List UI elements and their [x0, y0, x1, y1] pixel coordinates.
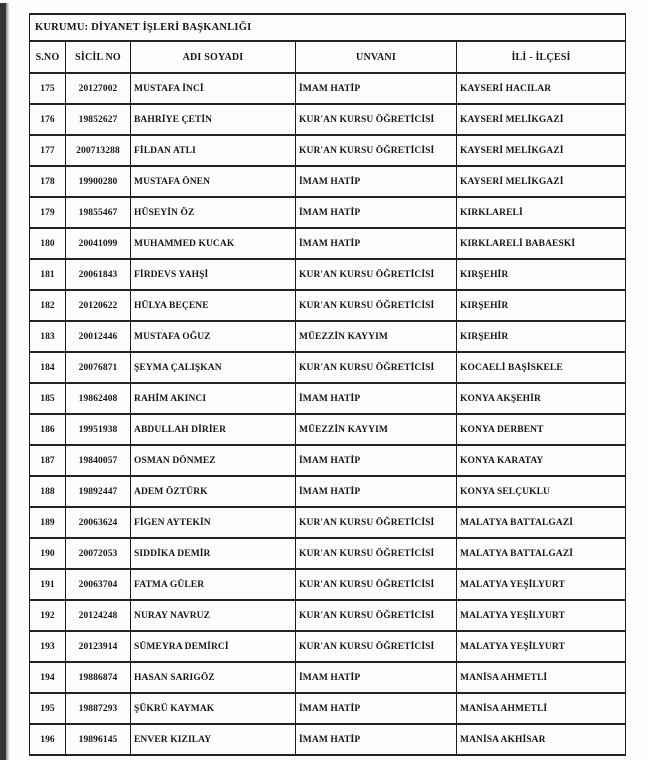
- table-row: [30, 724, 626, 755]
- cell-sno: 190: [30, 538, 66, 569]
- cell-adi-soyadi: FİLDAN ATLI: [131, 135, 296, 166]
- cell-sno: 175: [30, 73, 66, 104]
- cell-sicil-no: 19855467: [66, 197, 131, 228]
- table-row: [30, 662, 626, 693]
- table-row: [30, 569, 626, 600]
- table-row: [30, 259, 626, 290]
- table-header-row: [30, 41, 626, 73]
- table-title-row: [30, 14, 626, 41]
- cell-sicil-no: 19892447: [66, 476, 131, 507]
- scan-left-edge-fade: [6, 3, 9, 760]
- cell-adi-soyadi: HASAN SARIGÖZ: [131, 662, 296, 693]
- cell-ili-ilcesi: MALATYA YEŞİLYURT: [457, 631, 626, 662]
- cell-unvani: İMAM HATİP: [296, 662, 457, 693]
- table-row: [30, 631, 626, 662]
- cell-adi-soyadi: MUHAMMED KUCAK: [131, 228, 296, 259]
- cell-sno: 182: [30, 290, 66, 321]
- table-row: [30, 228, 626, 259]
- cell-sicil-no: 20012446: [66, 321, 131, 352]
- table-row: [30, 600, 626, 631]
- cell-unvani: İMAM HATİP: [296, 166, 457, 197]
- cell-ili-ilcesi: KIRŞEHİR: [457, 290, 626, 321]
- cell-adi-soyadi: ŞÜKRÜ KAYMAK: [131, 693, 296, 724]
- table-row: [30, 507, 626, 538]
- cell-sno: 192: [30, 600, 66, 631]
- cell-unvani: KUR'AN KURSU ÖĞRETİCİSİ: [296, 631, 457, 662]
- cell-sicil-no: 19852627: [66, 104, 131, 135]
- cell-sicil-no: 19951938: [66, 414, 131, 445]
- table-row: [30, 383, 626, 414]
- cell-adi-soyadi: SIDDİKA DEMİR: [131, 538, 296, 569]
- column-header-unvani: UNVANI: [296, 41, 457, 73]
- table-row: [30, 352, 626, 383]
- cell-unvani: İMAM HATİP: [296, 383, 457, 414]
- cell-ili-ilcesi: KAYSERİ MELİKGAZİ: [457, 135, 626, 166]
- cell-unvani: KUR'AN KURSU ÖĞRETİCİSİ: [296, 135, 457, 166]
- cell-ili-ilcesi: KIRŞEHİR: [457, 321, 626, 352]
- table-row: [30, 693, 626, 724]
- column-header-sno: S.NO: [30, 41, 66, 73]
- cell-sno: 177: [30, 135, 66, 166]
- cell-sno: 183: [30, 321, 66, 352]
- table-row: [30, 290, 626, 321]
- cell-sicil-no: 20120622: [66, 290, 131, 321]
- cell-ili-ilcesi: KAYSERİ MELİKGAZİ: [457, 104, 626, 135]
- cell-ili-ilcesi: MALATYA YEŞİLYURT: [457, 600, 626, 631]
- cell-sicil-no: 20123914: [66, 631, 131, 662]
- cell-unvani: KUR'AN KURSU ÖĞRETİCİSİ: [296, 104, 457, 135]
- table-row: [30, 197, 626, 228]
- cell-sicil-no: 20063704: [66, 569, 131, 600]
- table-row: [30, 321, 626, 352]
- cell-sno: 194: [30, 662, 66, 693]
- cell-unvani: KUR'AN KURSU ÖĞRETİCİSİ: [296, 600, 457, 631]
- cell-adi-soyadi: FİGEN AYTEKİN: [131, 507, 296, 538]
- table-row: [30, 476, 626, 507]
- cell-sicil-no: 19900280: [66, 166, 131, 197]
- cell-unvani: İMAM HATİP: [296, 724, 457, 755]
- cell-unvani: KUR'AN KURSU ÖĞRETİCİSİ: [296, 569, 457, 600]
- cell-adi-soyadi: FİRDEVS YAHŞİ: [131, 259, 296, 290]
- cell-unvani: MÜEZZİN KAYYIM: [296, 414, 457, 445]
- table-row: [30, 135, 626, 166]
- cell-sno: 180: [30, 228, 66, 259]
- cell-sno: 176: [30, 104, 66, 135]
- cell-unvani: MÜEZZİN KAYYIM: [296, 321, 457, 352]
- cell-sno: 188: [30, 476, 66, 507]
- cell-adi-soyadi: MUSTAFA ÖNEN: [131, 166, 296, 197]
- cell-sno: 195: [30, 693, 66, 724]
- cell-sicil-no: 20063624: [66, 507, 131, 538]
- cell-ili-ilcesi: KIRŞEHİR: [457, 259, 626, 290]
- cell-ili-ilcesi: KOCAELİ BAŞİSKELE: [457, 352, 626, 383]
- cell-unvani: KUR'AN KURSU ÖĞRETİCİSİ: [296, 352, 457, 383]
- cell-sno: 186: [30, 414, 66, 445]
- cell-sno: 191: [30, 569, 66, 600]
- cell-sno: 181: [30, 259, 66, 290]
- cell-sno: 196: [30, 724, 66, 755]
- cell-unvani: KUR'AN KURSU ÖĞRETİCİSİ: [296, 290, 457, 321]
- table-row: [30, 538, 626, 569]
- table-row: [30, 414, 626, 445]
- cell-adi-soyadi: MUSTAFA OĞUZ: [131, 321, 296, 352]
- cell-unvani: KUR'AN KURSU ÖĞRETİCİSİ: [296, 259, 457, 290]
- column-header-adi-soyadi: ADI SOYADI: [131, 41, 296, 73]
- table-row: [30, 73, 626, 104]
- cell-sicil-no: 20127002: [66, 73, 131, 104]
- cell-ili-ilcesi: MALATYA YEŞİLYURT: [457, 569, 626, 600]
- cell-adi-soyadi: RAHİM AKINCI: [131, 383, 296, 414]
- cell-ili-ilcesi: KAYSERİ MELİKGAZİ: [457, 166, 626, 197]
- cell-unvani: KUR'AN KURSU ÖĞRETİCİSİ: [296, 507, 457, 538]
- table-row: [30, 445, 626, 476]
- cell-sno: 193: [30, 631, 66, 662]
- cell-adi-soyadi: OSMAN DÖNMEZ: [131, 445, 296, 476]
- table-row: [30, 166, 626, 197]
- cell-sicil-no: 20061843: [66, 259, 131, 290]
- cell-ili-ilcesi: KIRKLARELİ BABAESKİ: [457, 228, 626, 259]
- cell-ili-ilcesi: MANİSA AHMETLİ: [457, 662, 626, 693]
- cell-sicil-no: 19896145: [66, 724, 131, 755]
- column-header-sicil-no: SİCİL NO: [66, 41, 131, 73]
- cell-adi-soyadi: ŞEYMA ÇALIŞKAN: [131, 352, 296, 383]
- cell-sno: 187: [30, 445, 66, 476]
- cell-ili-ilcesi: KIRKLARELİ: [457, 197, 626, 228]
- cell-sicil-no: 19840057: [66, 445, 131, 476]
- cell-sicil-no: 19862408: [66, 383, 131, 414]
- cell-ili-ilcesi: KONYA KARATAY: [457, 445, 626, 476]
- cell-adi-soyadi: SÜMEYRA DEMİRCİ: [131, 631, 296, 662]
- cell-sno: 184: [30, 352, 66, 383]
- cell-ili-ilcesi: KONYA SELÇUKLU: [457, 476, 626, 507]
- cell-ili-ilcesi: KONYA DERBENT: [457, 414, 626, 445]
- cell-unvani: İMAM HATİP: [296, 73, 457, 104]
- cell-ili-ilcesi: MALATYA BATTALGAZİ: [457, 538, 626, 569]
- cell-adi-soyadi: HÜSEYİN ÖZ: [131, 197, 296, 228]
- cell-ili-ilcesi: MANİSA AKHİSAR: [457, 724, 626, 755]
- cell-adi-soyadi: ABDULLAH DİRİER: [131, 414, 296, 445]
- cell-sno: 185: [30, 383, 66, 414]
- cell-adi-soyadi: MUSTAFA İNCİ: [131, 73, 296, 104]
- personnel-table: [29, 13, 626, 756]
- cell-adi-soyadi: ENVER KIZILAY: [131, 724, 296, 755]
- cell-ili-ilcesi: MALATYA BATTALGAZİ: [457, 507, 626, 538]
- cell-adi-soyadi: ADEM ÖZTÜRK: [131, 476, 296, 507]
- cell-sicil-no: 20041099: [66, 228, 131, 259]
- cell-unvani: İMAM HATİP: [296, 197, 457, 228]
- cell-adi-soyadi: HÜLYA BEÇENE: [131, 290, 296, 321]
- cell-unvani: İMAM HATİP: [296, 476, 457, 507]
- cell-unvani: KUR'AN KURSU ÖĞRETİCİSİ: [296, 538, 457, 569]
- cell-sno: 189: [30, 507, 66, 538]
- cell-sno: 179: [30, 197, 66, 228]
- cell-sicil-no: 20076871: [66, 352, 131, 383]
- cell-sicil-no: 19886874: [66, 662, 131, 693]
- cell-unvani: İMAM HATİP: [296, 445, 457, 476]
- cell-adi-soyadi: BAHRİYE ÇETİN: [131, 104, 296, 135]
- cell-ili-ilcesi: KONYA AKŞEHİR: [457, 383, 626, 414]
- table-body: [30, 73, 626, 755]
- cell-unvani: İMAM HATİP: [296, 693, 457, 724]
- cell-adi-soyadi: NURAY NAVRUZ: [131, 600, 296, 631]
- column-header-ili-ilcesi: İLİ - İLÇESİ: [457, 41, 626, 73]
- cell-sicil-no: 19887293: [66, 693, 131, 724]
- cell-ili-ilcesi: KAYSERİ HACILAR: [457, 73, 626, 104]
- table-row: [30, 104, 626, 135]
- cell-adi-soyadi: FATMA GÜLER: [131, 569, 296, 600]
- cell-sicil-no: 20124248: [66, 600, 131, 631]
- cell-sicil-no: 20072053: [66, 538, 131, 569]
- cell-unvani: İMAM HATİP: [296, 228, 457, 259]
- cell-sicil-no: 200713288: [66, 135, 131, 166]
- document-title: KURUMU: DİYANET İŞLERİ BAŞKANLIĞI: [30, 14, 626, 41]
- cell-sno: 178: [30, 166, 66, 197]
- cell-ili-ilcesi: MANİSA AHMETLİ: [457, 693, 626, 724]
